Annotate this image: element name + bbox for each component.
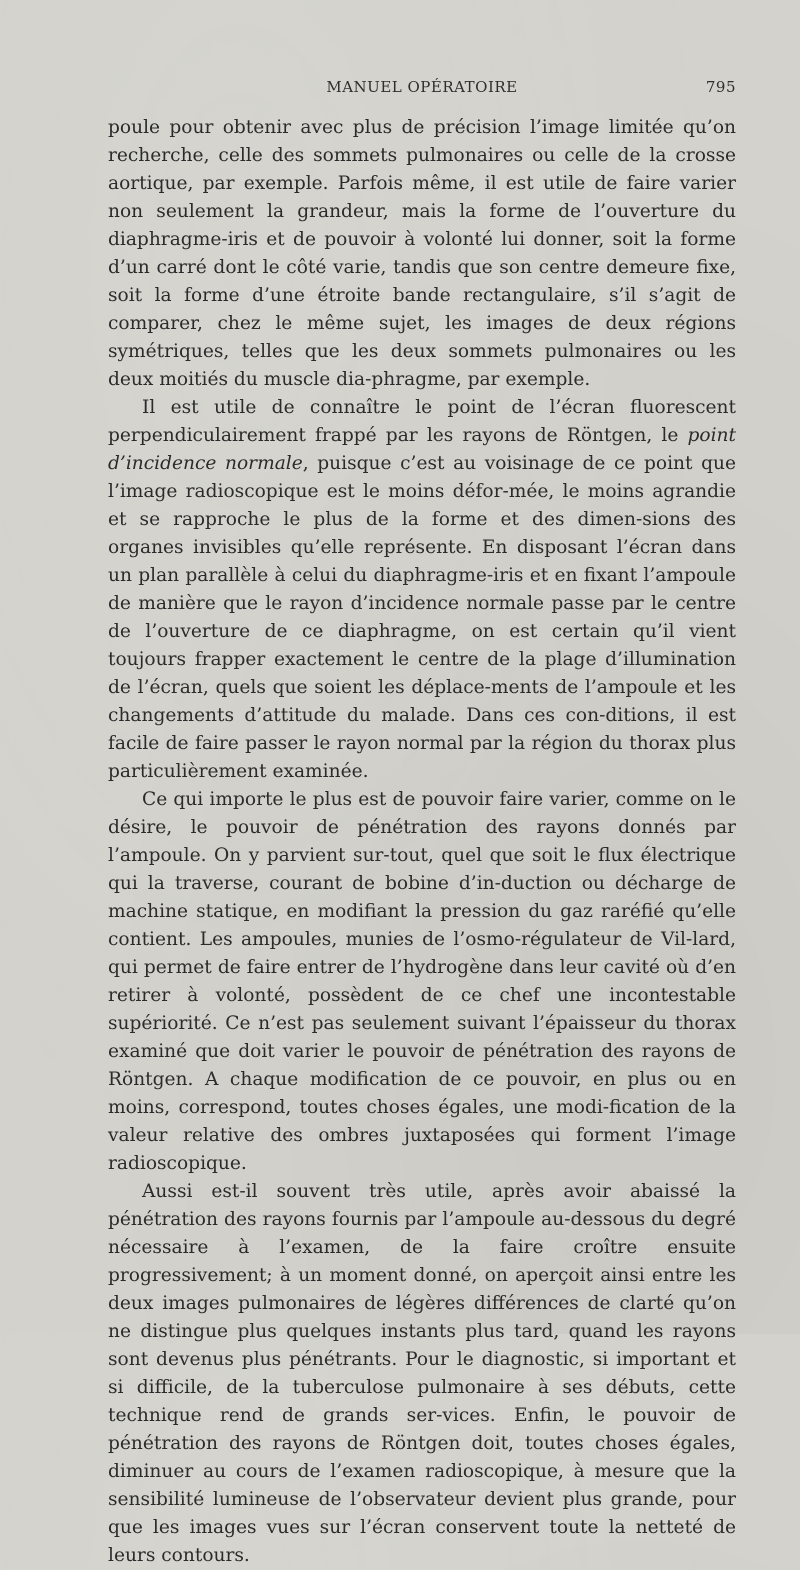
paragraph-3-text: Ce qui importe le plus est de pouvoir faire varier, comme on le désire, le pouvoir de pénétration des rayons donnés par l’ampoule. On y parvient sur-tout, quel que soit le flux électrique qui la traverse, courant de bobine d’in-duction ou décharge de machine statique, en modifiant la pression du gaz raréfié qu’elle contient. Les ampoules, munies de l’osmo-régulateur de Vil-lard, qui permet de faire entrer de l’hydrogène dans leur cavité où d’en retirer à volonté, possèdent de ce chef une incontestable supériorité. Ce n’est pas seulement suivant l’épaisseur du thorax examiné que doit varier le pouvoir de pénétration des rayons de Röntgen. A chaque modification de ce pouvoir, en plus ou en moins, correspond, toutes choses égales, une modi-fication de la valeur relative des ombres juxtaposées qui forment l’image radioscopique. <box>108 789 736 1174</box>
paragraph-3 <box>108 786 736 1178</box>
paragraph-1 <box>108 114 736 394</box>
paragraph-1-text: poule pour obtenir avec plus de précision l’image limitée qu’on recherche, celle des sommets pulmonaires ou celle de la crosse aortique, par exemple. Parfois même, il est utile de faire varier non seulement la grandeur, mais la forme de l’ouverture du diaphragme-iris et de pouvoir à volonté lui donner, soit la forme d’un carré dont le côté varie, tandis que son centre demeure fixe, soit la forme d’une étroite bande rectangulaire, s’il s’agit de comparer, chez le même sujet, les images de deux régions symétriques, telles que les deux sommets pulmonaires ou les deux moitiés du muscle dia-phragme, par exemple. <box>108 117 736 390</box>
paragraph-4-text: Aussi est-il souvent très utile, après avoir abaissé la pénétration des rayons fournis par l’ampoule au-dessous du degré nécessaire à l’examen, de la faire croître ensuite progressivement; à un moment donné, on aperçoit ainsi entre les deux images pulmonaires de légères différences de clarté qu’on ne distingue plus quelques instants plus tard, quand les rayons sont devenus plus pénétrants. Pour le diagnostic, si important et si difficile, de la tuberculose pulmonaire à ses débuts, cette technique rend de grands ser-vices. Enfin, le pouvoir de pénétration des rayons de Röntgen doit, toutes choses égales, diminuer au cours de l’examen radioscopique, à mesure que la sensibilité lumineuse de l’observateur devient plus grande, pour que les images vues sur l’écran conservent toute la netteté de leurs contours. <box>108 1181 736 1566</box>
paragraph-4 <box>108 1178 736 1570</box>
page-number: 795 <box>705 78 736 96</box>
paragraph-2-text-before: Il est utile de connaître le point de l’écran fluorescent perpendiculairement frappé par les rayons de Röntgen, le <box>108 397 736 446</box>
body-text <box>108 114 736 1570</box>
running-head-title: MANUEL OPÉRATOIRE <box>326 78 518 96</box>
paragraph-2-text-after: , puisque c’est au voisinage de ce point que l’image radioscopique est le moins défor-mée, le moins agrandie et se rapproche le plus de la forme et des dimen-sions des organes invisibles qu’elle représente. En disposant l’écran dans un plan parallèle à celui du diaphragme-iris et en fixant l’ampoule de manière que le rayon d’incidence normale passe par le centre de l’ouverture de ce diaphragme, on est certain qu’il vient toujours frapper exactement le centre de la plage d’illumination de l’écran, quels que soient les déplace-ments de l’ampoule et les changements d’attitude du malade. Dans ces con-ditions, il est facile de faire passer le rayon normal par la région du thorax plus particulièrement examinée. <box>108 453 736 782</box>
running-head <box>108 78 736 100</box>
paragraph-2 <box>108 394 736 786</box>
paragraph-2-italic-term: point d’incidence normale <box>108 425 736 474</box>
